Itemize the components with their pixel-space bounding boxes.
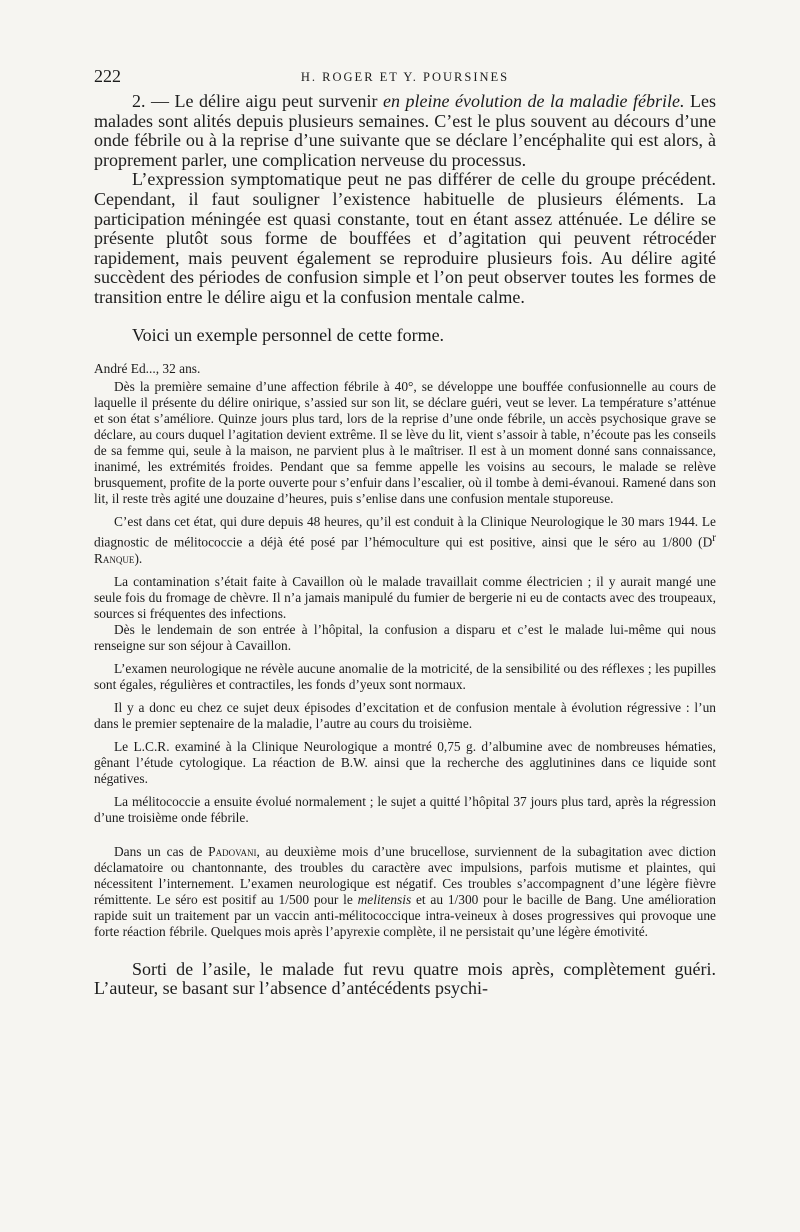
case-paragraph-5: L’examen neurologique ne révèle aucune anomalie de la motricité, de la sensibilité ou des réflexes ; les pupilles sont égales, régulières et contractiles, les fonds d’yeux sont normaux. bbox=[94, 660, 716, 692]
case-paragraph-8: La mélitococcie a ensuite évolué normalement ; le sujet a quitté l’hôpital 37 jours plus tard, après la régression d’une troisième onde fébrile. bbox=[94, 793, 716, 825]
section-2-rest: Les malades sont alités depuis plusieurs semaines. C’est le plus souvent au décours d’une onde fébrile ou à la reprise d’une suivante que se déclare l’encéphalite qui est alors, à proprement parler, une complication nerveuse du processus. bbox=[94, 91, 716, 170]
section-2-lead-italic: en pleine évolution de la maladie fébrile. bbox=[383, 91, 685, 111]
case-paragraph-4: Dès le lendemain de son entrée à l’hôpital, la confusion a disparu et c’est le malade lui-même qui nous renseigne sur son séjour à Cavaillon. bbox=[94, 621, 716, 653]
section-2-paragraph bbox=[94, 92, 716, 170]
padovani-start: Dans un cas de bbox=[114, 843, 209, 859]
case-p2-start: C’est dans cet état, qui dure depuis 48 heures, qu’il est conduit à la Clinique Neurologique le 30 mars 1944. Le diagnostic de mélitococcie a déjà été posé par l’hémoculture qui est positive, ainsi que le séro au 1/800 (D bbox=[94, 514, 716, 550]
case-p2-end: ). bbox=[134, 550, 143, 566]
case-p2-name: Ranque bbox=[94, 550, 135, 566]
case-p2-sup: r bbox=[712, 532, 716, 545]
page-number: 222 bbox=[94, 66, 121, 86]
case-paragraph-2 bbox=[94, 514, 716, 566]
case-paragraph-3: La contamination s’était faite à Cavaillon où le malade travaillait comme électricien ; il y aurait mangé une seule fois du fromage de chèvre. Il n’a jamais manipulé du fumier de bergerie ni eu de contacts avec des troupeaux, sources si fréquentes des infections. bbox=[94, 573, 716, 621]
section-2-lead: 2. — Le délire aigu peut survenir bbox=[132, 91, 383, 111]
case-paragraph-1: Dès la première semaine d’une affection fébrile à 40°, se développe une bouffée confusionnelle au cours de laquelle il présente du délire onirique, s’assied sur son lit, se déclare guéri, veut se lever. La température s’atténue et son état s’améliore. Quinze jours plus tard, lors de la reprise d’une onde fébrile, un accès psychosique grave se déclare, au cours duquel l’agitation devient extrême. Il se lève du lit, vient s’assoir à table, n’écoute pas les conseils de sa femme qui, seule à la maison, ne parvient plus à le maîtriser. Il est à un moment donné sans connaissance, inanimé, les extrémités froides. Pendant que sa femme appelle les voisins au secours, le malade se relève brusquement, profite de la porte ouverte pour s’enfuir dans l’escalier, où il tombe à demi-évanoui. Ramené dans son lit, il reste très agité une douzaine d’heures, puis s’enlise dans une confusion mentale stuporeuse. bbox=[94, 379, 716, 507]
example-intro: Voici un exemple personnel de cette forme. bbox=[132, 324, 445, 345]
case-paragraph-6: Il y a donc eu chez ce sujet deux épisodes d’excitation et de confusion mentale à évolution régressive : l’un dans le premier septenaire de la maladie, l’autre au cours du troisième. bbox=[94, 699, 716, 731]
body-paragraph-2: L’expression symptomatique peut ne pas différer de celle du groupe précédent. Cependant, il faut souligner l’existence habituelle de plusieurs éléments. La participation méningée est quasi constante, tout en étant assez atténuée. Le délire se présente plutôt sous forme de bouffées et d’agitation qui peuvent rétrocéder rapidement, mais peuvent également se reproduire plusieurs fois. Au délire agité succèdent des périodes de confusion simple et l’on peut observer toutes les formes de transition entre le délire aigu et la confusion mentale calme. bbox=[94, 169, 716, 307]
padovani-name: Padovani bbox=[208, 843, 257, 859]
book-page bbox=[94, 66, 716, 999]
page-header bbox=[94, 66, 716, 92]
padovani-italic: melitensis bbox=[357, 891, 412, 907]
case-name: André Ed..., 32 ans. bbox=[94, 361, 201, 377]
running-head: H. ROGER ET Y. POURSINES bbox=[300, 70, 510, 84]
case-paragraph-7: Le L.C.R. examiné à la Clinique Neurologique a montré 0,75 g. d’albumine avec de nombreuses hématies, gênant l’étude cytologique. La réaction de B.W. ainsi que la recherche des agglutinines dans ce liquide sont négatives. bbox=[94, 738, 716, 786]
padovani-mid: , au deuxième mois d’une brucellose, surviennent de la subagitation avec diction déclamatoire ou chantonnante, des troubles du caractère avec impulsions, parfois mutisme et plaintes, qui nécessitent l’internement. L’examen neurologique est négatif. Ces troubles s’accompagnent d’une légère fièvre rémittente. Le séro est positif au 1/500 pour le bbox=[94, 843, 717, 907]
padovani-end: et au 1/300 pour le bacille de Bang. Une amélioration rapide suit un traitement par un vaccin anti-mélitococcique intra-veineux à doses progressives qui provoque une forte réaction fébrile. Quelques mois après l’apyrexie complète, il ne persistait qu’une légère émotivité. bbox=[94, 891, 716, 939]
closing-paragraph: Sorti de l’asile, le malade fut revu quatre mois après, complètement guéri. L’auteur, se basant sur l’absence d’antécédents psychi- bbox=[94, 958, 716, 999]
padovani-paragraph bbox=[94, 844, 716, 940]
